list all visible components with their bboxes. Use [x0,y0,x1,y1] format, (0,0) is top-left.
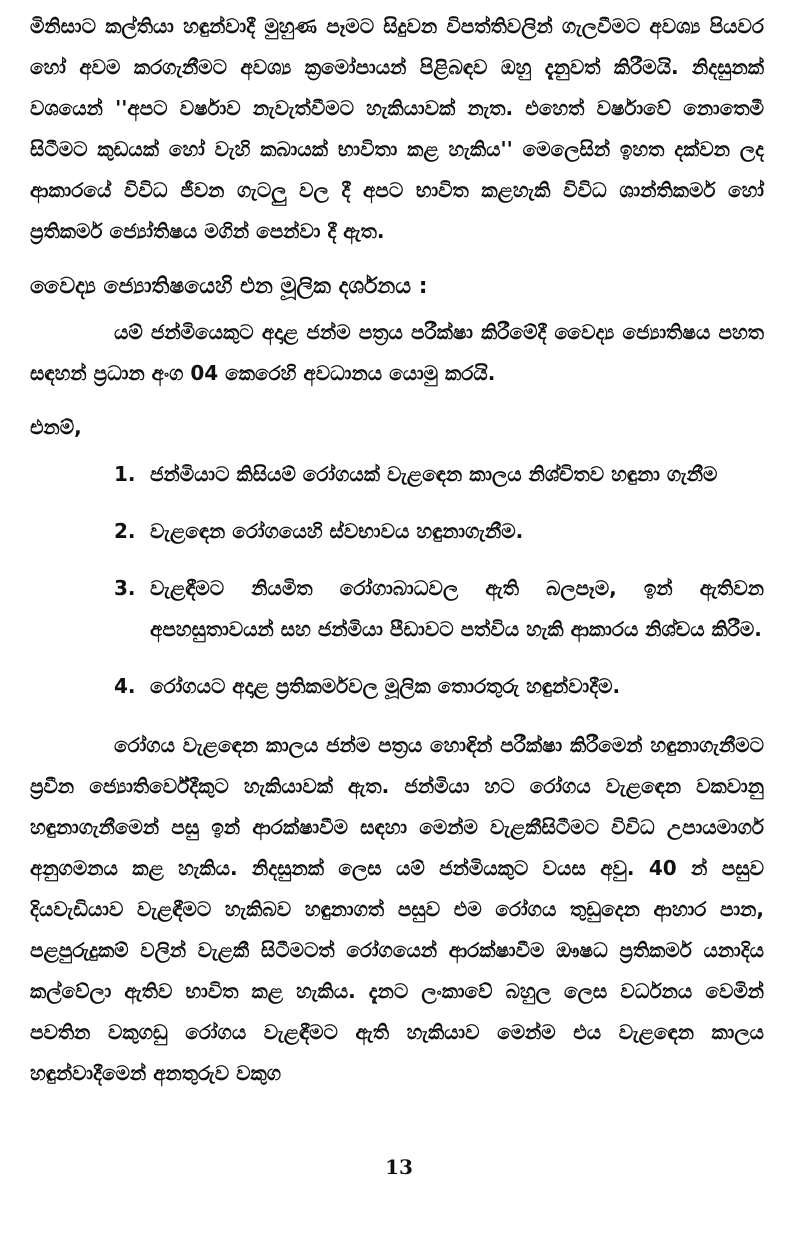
list-item-text: වැළඳීමට නියමිත රෝගාබාධවල ඇති බලපෑම, ඉන් ඇතිවන අපහසුතාවයන් සහ ජන්මියා පීඩාවට පත්විය හැකි ආකාරය නිශ්චය කිරීම. [150,576,764,641]
intro-paragraph: මිනිසාට කල්තියා හඳුන්වාදී මුහුණ පෑමට සිදුවන විපත්තිවලින් ගැලවීමට අවශ්‍ය පියවර හෝ අවම කරගැනීමට අවශ්‍ය ක්‍රමෝපායන් පිළිබඳව ඔහු දැනුවත් කිරීමයි. නිදසුනක් වශයෙන් ''අපට වර්ෂාව නැවැත්වීමට හැකියාවක් නැත. එහෙත් වර්ෂාවේ නොතෙමී සිටීමට කුඩයක් හෝ වැහි කබායක් භාවිතා කළ හැකිය'' මෙලෙසින් ඉහත දක්වන ලද ආකාරයේ විවිධ ජීවන ගැටලු වල දී අපට භාවිත කළහැකි විවිධ ශාන්තිකර්ම හෝ ප්‍රතිකර්ම ජ්‍යෝතිෂය මගින් පෙන්වා දී ඇත. [30,14,764,243]
list-item-text: රෝගයට අදාළ ප්‍රතිකර්මවල මූලික තොරතුරු හඳුන්වාදීම. [150,674,621,698]
page-number: 13 [385,1155,413,1179]
list-item-4 [114,666,764,707]
list-label: එනම්, [30,415,82,439]
list-item-3 [114,568,764,650]
section-intro-paragraph: යම් ජන්මියෙකුට අදාළ ජන්ම පත්‍රය පරීක්ෂා කිරීමේදී වෛද්‍ය ජ්‍යොතිෂය පහත සඳහන් ප්‍රධාන අංග 04 කෙරෙහි අවධානය යොමු කරයි. [30,320,764,385]
list-item-number: 4. [114,674,136,698]
list-item-number: 3. [114,576,136,600]
list-item-text: ජන්මියාට කිසියම් රෝගයක් වැළඳෙන කාලය නිශ්චිතව හඳුනා ගැනීම [150,462,718,486]
list-item-2 [114,511,764,552]
list-item-number: 2. [114,519,136,543]
list-item-number: 1. [114,462,136,486]
body-paragraph: රෝගය වැළඳෙන කාලය ජන්ම පත්‍රය හොඳින් පරීක්ෂා කිරීමෙන් හඳුනාගැනීමට ප්‍රවීන ජ්‍යොතිර්වේදීකුට හැකියාවක් ඇත. ජන්මියා හට රෝගය වැළඳෙන වකවානු හඳුනාගැනීමෙන් පසු ඉන් ආරක්ෂාවීම සඳහා මෙන්ම වැළකීසිටීමට විවිධ උපායමාර්ග අනුගමනය කළ හැකිය. නිදසුනක් ලෙස යම් ජන්මියකුට වයස අවු. 40 න් පසුව දියවැඩියාව වැළඳීමට හැකිබව හඳුනාගත් පසුව එම රෝගය තුඩුදෙන ආහාර පාන, පළපුරුදුකම් වලින් වැළකී සිටීමටත් රෝගයෙන් ආරක්ෂාවීම ඖෂධ ප්‍රතිකර්ම යනාදිය කල්වේලා ඇතිව භාවිත කළ හැකිය. දැනට ලංකාවේ බහුල ලෙස වර්ධනය වෙමින් පවතින වකුගඩු රෝගය වැළඳීමට ඇති හැකියාව මෙන්ම එය වැළඳෙන කාලය හඳුන්වාදීමෙන් අනතුරුව වකුග [30,733,764,1085]
list-item-1 [114,454,764,495]
section-heading: වෛද්‍ය ජ්‍යොතිෂයෙහි එන මූලික දර්ශනය : [30,274,428,299]
list-item-text: වැළඳෙන රෝගයෙහි ස්වභාවය හඳුනාගැනීම. [150,519,524,543]
numbered-list [30,454,764,707]
